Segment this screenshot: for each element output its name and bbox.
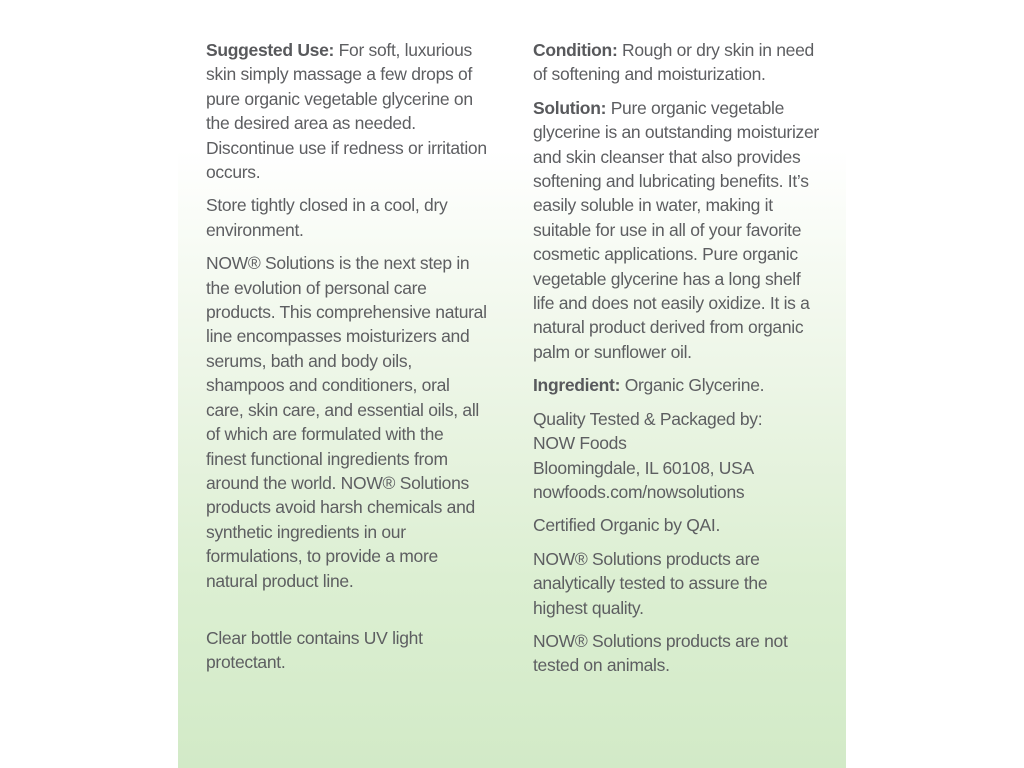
solution-text: Pure organic vegetable glycerine is an outstanding moisturizer and skin cleanser that also provides softening and lubricating benefits. It’s easily soluble in water, making it suitable for use in all of your favorite cosmetic applications. Pure organic vegetable glycerine has a long shelf life and does not easily oxidize. It is a natural product derived from organic palm or sunflower oil. (533, 97, 819, 362)
company-name: NOW Foods (533, 433, 627, 454)
product-label-panel (178, 0, 846, 768)
condition-heading: Condition: (533, 40, 618, 60)
condition-text: Rough or dry skin in need of softening and moisturization. (533, 40, 814, 85)
ingredient-heading: Ingredient: (533, 375, 621, 396)
suggested-use-paragraph (206, 38, 488, 184)
company-website: nowfoods.com/nowsolutions (533, 481, 745, 502)
bottle-note-paragraph: Clear bottle contains UV light protectant. (206, 627, 423, 673)
animal-testing-paragraph: NOW® Solutions products are not tested on animals. (533, 630, 788, 676)
tested-quality-paragraph: NOW® Solutions products are analytically tested to assure the highest quality. (533, 548, 768, 618)
left-text-column (206, 38, 488, 684)
condition-paragraph (533, 38, 823, 87)
suggested-use-text: For soft, luxurious skin simply massage a few drops of pure organic vegetable glycerine on the desired area as needed. Discontinue use if redness or irritation occurs. (206, 40, 487, 183)
packaged-by-paragraph (533, 407, 823, 505)
right-text-column (533, 38, 823, 687)
solution-paragraph (533, 96, 823, 364)
about-paragraph: NOW® Solutions is the next step in the evolution of personal care products. This comprehensive natural line encompasses moisturizers and serums, bath and body oils, shampoos and conditioners, oral care, skin care, and essential oils, all of which are formulated with the finest functional ingredients from around the world. NOW® Solutions products avoid harsh chemicals and synthetic ingredients in our formulations, to provide a more natural product line. (206, 253, 487, 591)
ingredient-text: Organic Glycerine. (624, 375, 765, 396)
company-address: Bloomingdale, IL 60108, USA (533, 457, 754, 478)
packaged-by-line: Quality Tested & Packaged by: (533, 408, 763, 429)
solution-heading: Solution: (533, 97, 607, 118)
ingredient-paragraph (533, 373, 823, 397)
storage-paragraph: Store tightly closed in a cool, dry environment. (206, 195, 448, 240)
certified-paragraph: Certified Organic by QAI. (533, 515, 721, 536)
suggested-use-heading: Suggested Use: (206, 40, 335, 60)
